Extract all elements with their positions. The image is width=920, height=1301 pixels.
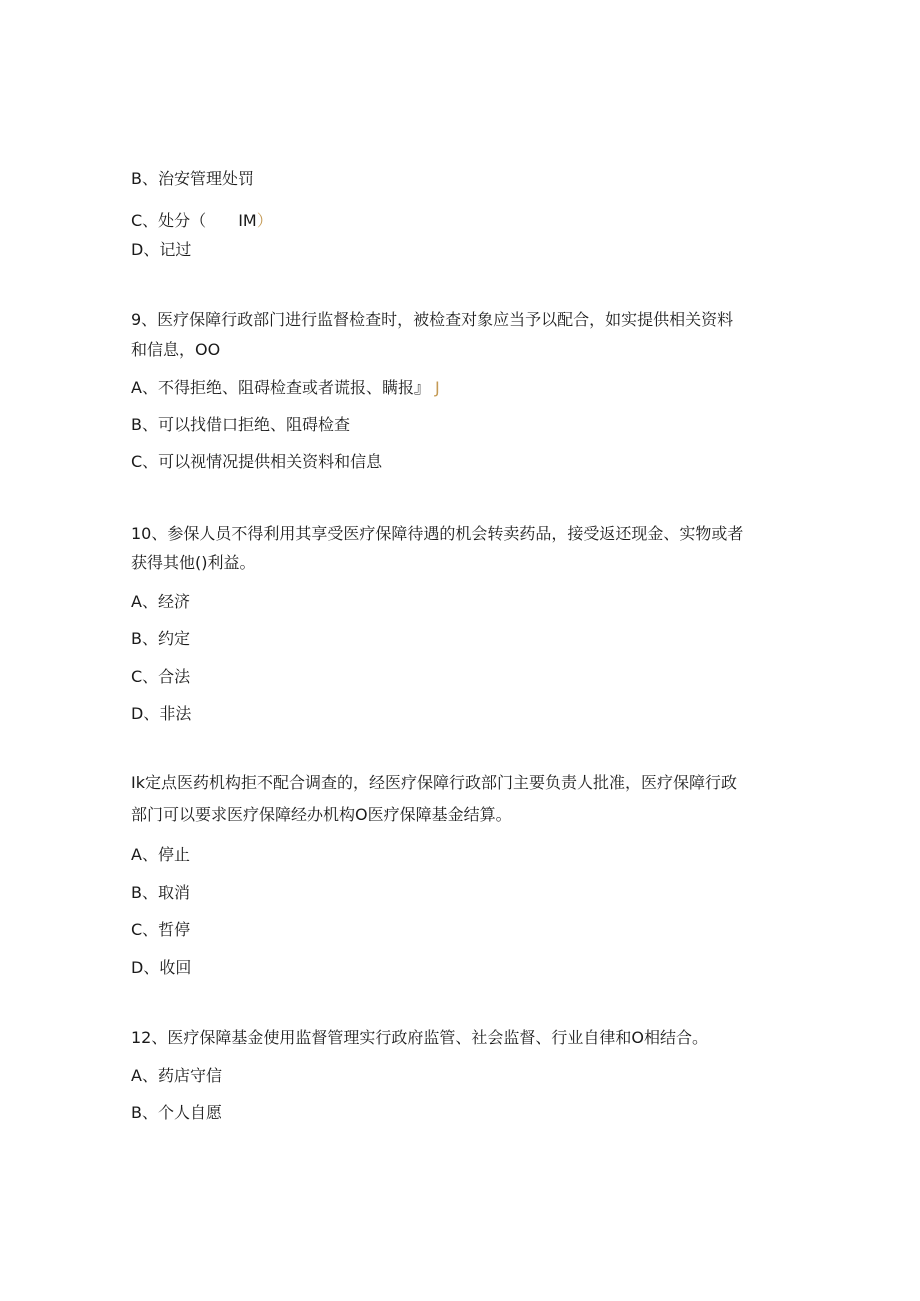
q9-option-a — [131, 378, 440, 398]
q9-question-line1: 9、医疗保障行政部门进行监督检查时，被检查对象应当予以配合，如实提供相关资料 — [131, 310, 734, 329]
q12-question-line1: 12、医疗保障基金使用监督管理实行政府监管、社会监督、行业自律和O相结合。 — [131, 1028, 708, 1047]
q10-option-c: C、合法 — [131, 667, 191, 686]
q11-option-a: A、停止 — [131, 845, 190, 864]
q10-option-a: A、经济 — [131, 592, 190, 611]
q9-question-line2: 和信息，OO — [131, 340, 221, 359]
q10-option-d: D、非法 — [131, 704, 192, 723]
q11-question-line1: Ik定点医药机构拒不配合调查的，经医疗保障行政部门主要负责人批准，医疗保障行政 — [131, 773, 737, 792]
q11-option-b: B、取消 — [131, 883, 190, 902]
q8-option-d: D、记过 — [131, 240, 192, 259]
q8-option-c-suffix: ） — [256, 211, 273, 230]
q9-option-b: B、可以找借口拒绝、阻碍检查 — [131, 415, 350, 434]
q9-option-a-text: A、不得拒绝、阻碍检查或者谎报、瞒报』 — [131, 378, 430, 397]
q12-option-a: A、药店守信 — [131, 1066, 222, 1085]
q11-question-line2: 部门可以要求医疗保障经办机构O医疗保障基金结算。 — [131, 805, 512, 824]
q11-option-c: C、哲停 — [131, 920, 191, 939]
q10-question-line2: 获得其他()利益。 — [131, 553, 256, 572]
q9-option-a-mark: J — [435, 378, 440, 397]
q11-option-d: D、收回 — [131, 958, 192, 977]
q8-option-c-text: C、处分（ — [131, 211, 207, 230]
q10-question-line1: 10、参保人员不得利用其享受医疗保障待遇的机会转卖药品，接受返还现金、实物或者 — [131, 524, 744, 543]
q9-option-c: C、可以视情况提供相关资料和信息 — [131, 452, 383, 471]
q12-option-b: B、个人自愿 — [131, 1103, 222, 1122]
q10-option-b: B、约定 — [131, 629, 190, 648]
q8-option-b: B、治安管理处罚 — [131, 169, 254, 188]
q8-option-c-mark: IM — [238, 211, 257, 230]
q8-option-c — [131, 211, 273, 231]
